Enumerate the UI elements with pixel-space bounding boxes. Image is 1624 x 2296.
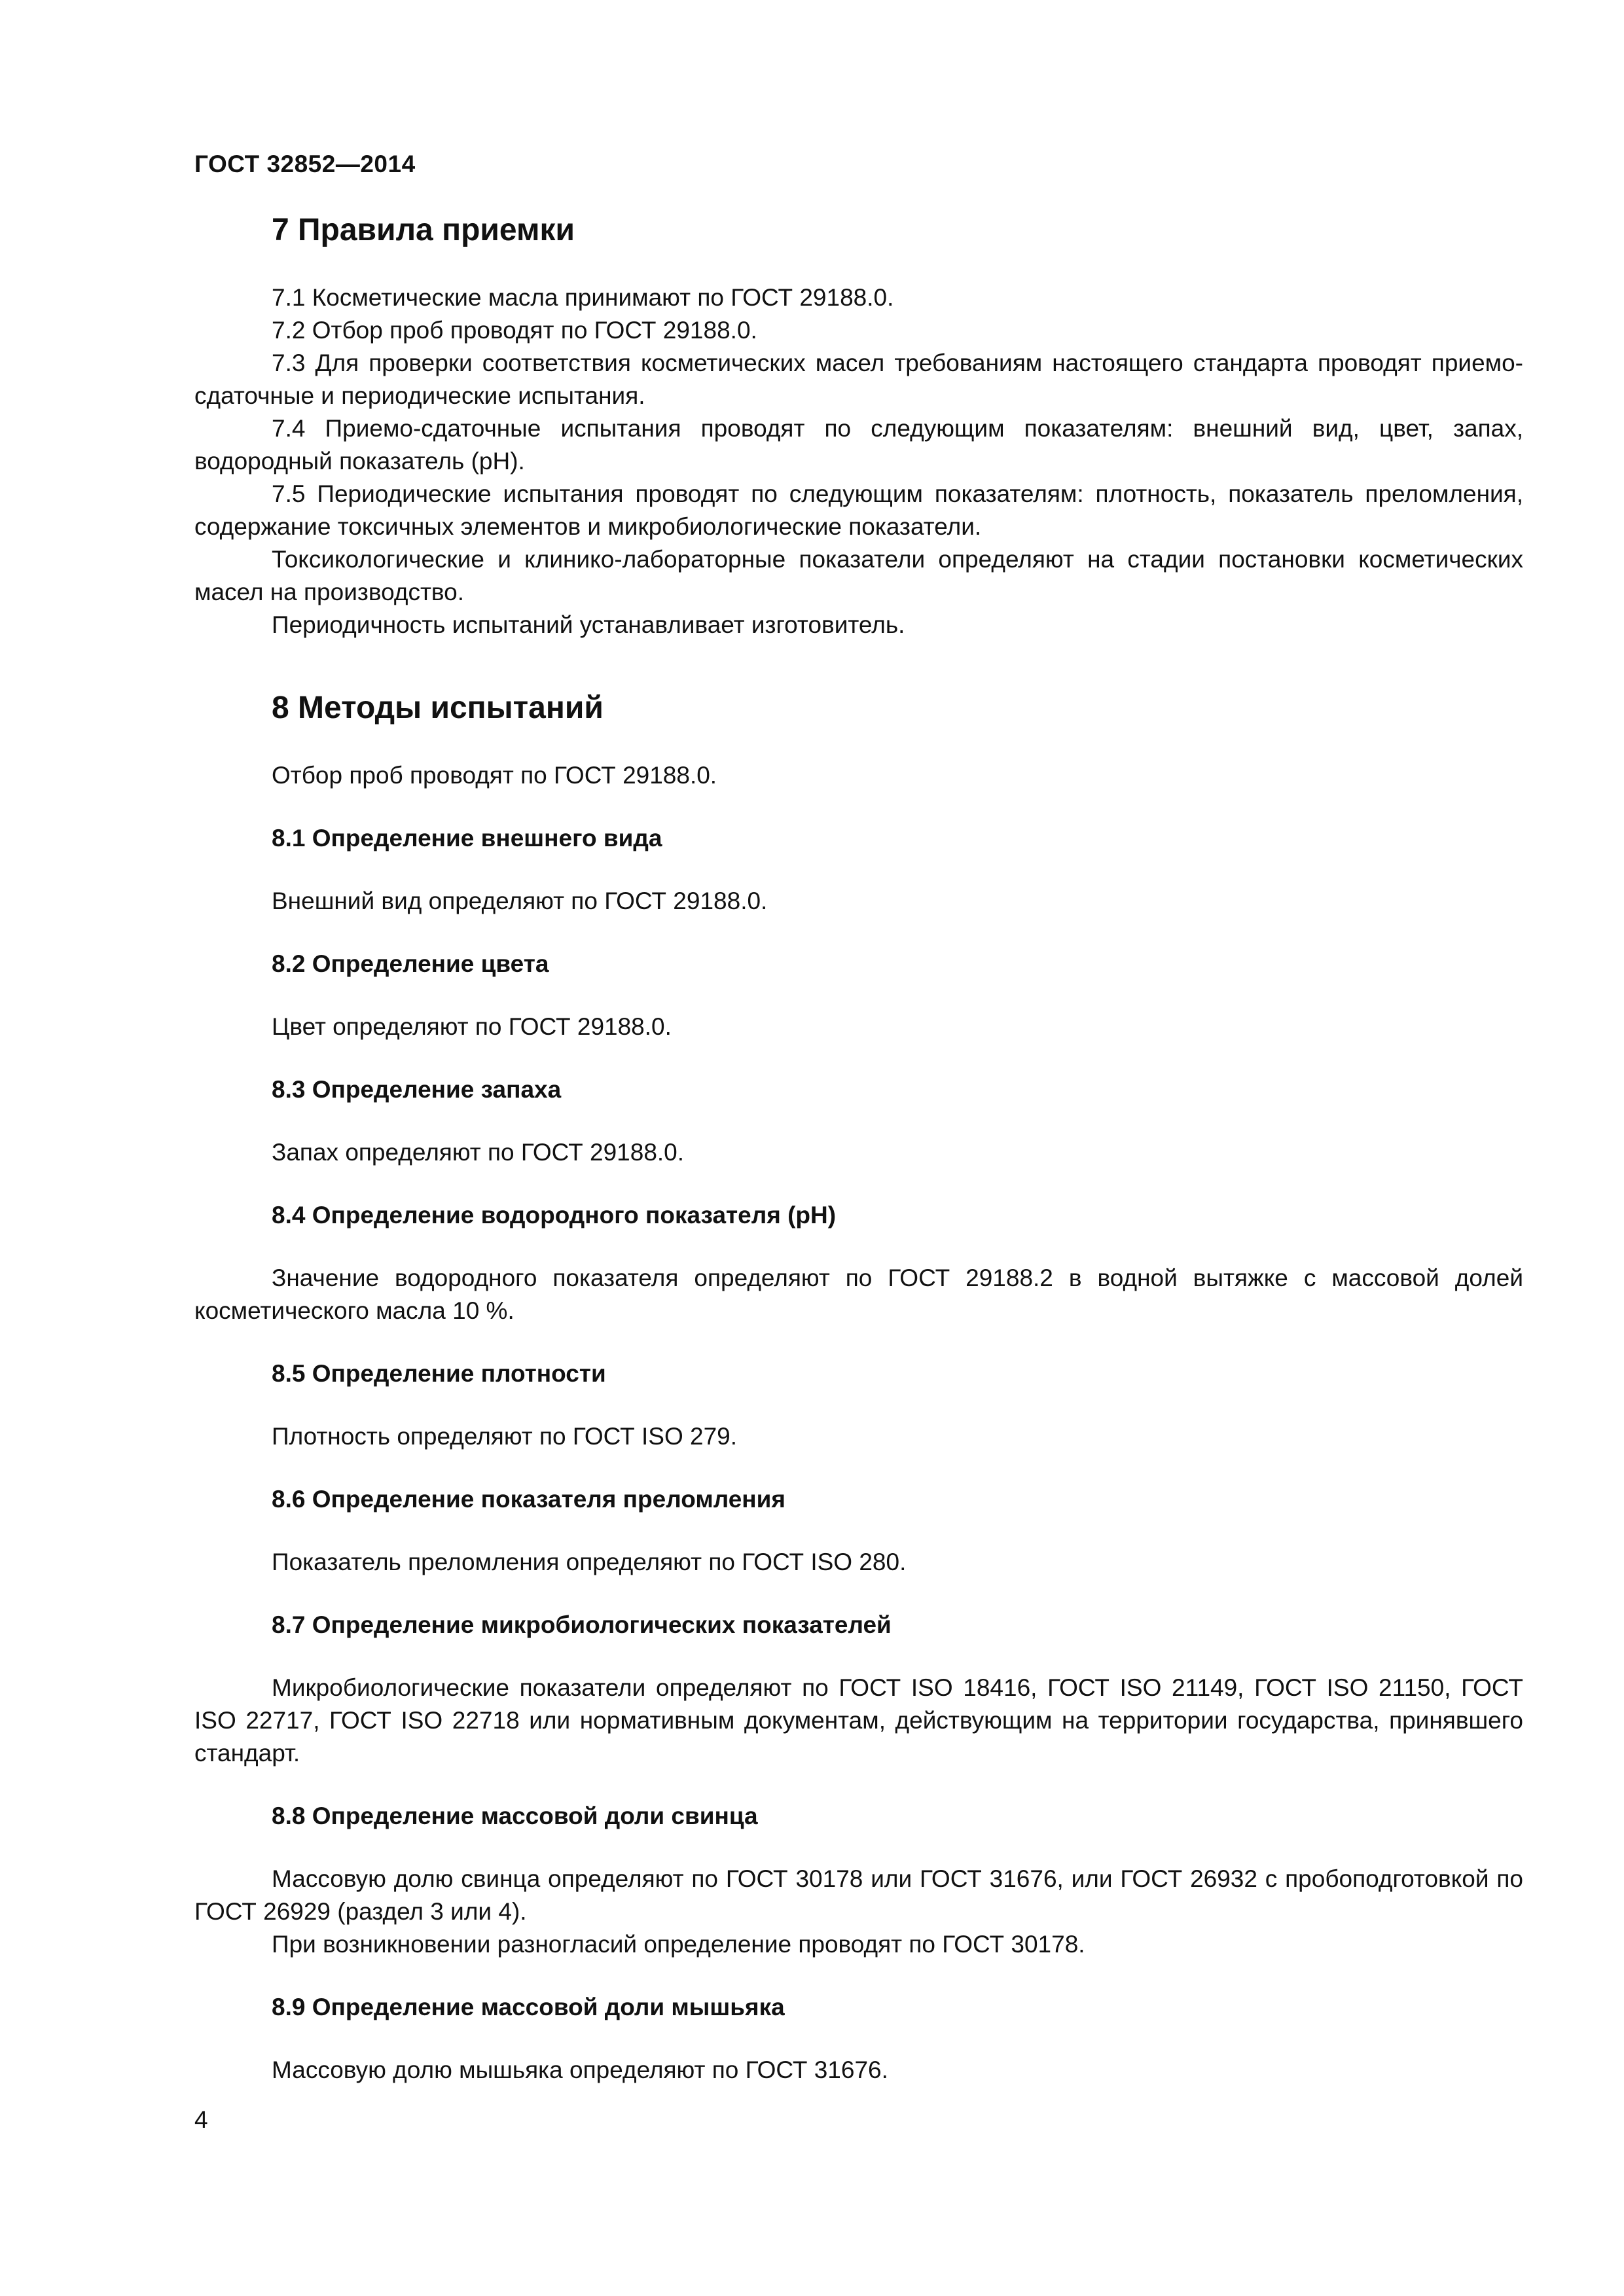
paragraph-8-intro: Отбор проб проводят по ГОСТ 29188.0. [272, 762, 717, 789]
section-8-title: 8 Методы испытаний [272, 691, 604, 725]
paragraph-7-1: 7.1 Косметические масла принимают по ГОСТ 29188.0. [272, 284, 894, 311]
paragraph-8-3: Запах определяют по ГОСТ 29188.0. [272, 1139, 685, 1166]
paragraph-8-8-dispute: При возникновении разногласий определение проводят по ГОСТ 30178. [272, 1931, 1085, 1958]
page-content [194, 211, 1523, 2087]
subsection-8-4-title: 8.4 Определение водородного показателя (pH) [272, 1202, 837, 1229]
subsection-8-7-title: 8.7 Определение микробиологических показателей [272, 1611, 892, 1638]
paragraph-8-6: Показатель преломления определяют по ГОСТ ISO 280. [272, 1549, 907, 1575]
paragraph-8-4: Значение водородного показателя определяют по ГОСТ 29188.2 в водной вытяжке с массовой долей косметического масла 10 %. [194, 1265, 1523, 1324]
paragraph-toxicology: Токсикологические и клинико-лабораторные показатели определяют на стадии постановки косметических масел на производство. [194, 546, 1523, 605]
page-number: 4 [194, 2106, 208, 2133]
subsection-8-3-title: 8.3 Определение запаха [272, 1076, 562, 1103]
paragraph-7-2: 7.2 Отбор проб проводят по ГОСТ 29188.0. [272, 317, 757, 344]
paragraph-7-5: 7.5 Периодические испытания проводят по следующим показателям: плотность, показатель преломления, содержание токсичных элементов и микробиологические показатели. [194, 480, 1523, 540]
subsection-8-9-title: 8.9 Определение массовой доли мышьяка [272, 1994, 785, 2020]
subsection-8-5-title: 8.5 Определение плотности [272, 1360, 606, 1387]
paragraph-8-2: Цвет определяют по ГОСТ 29188.0. [272, 1013, 672, 1040]
paragraph-8-9: Массовую долю мышьяка определяют по ГОСТ 31676. [272, 2056, 888, 2083]
subsection-8-6-title: 8.6 Определение показателя преломления [272, 1486, 785, 1513]
paragraph-periodicity: Периодичность испытаний устанавливает изготовитель. [272, 611, 905, 638]
paragraph-8-7: Микробиологические показатели определяют по ГОСТ ISO 18416, ГОСТ ISO 21149, ГОСТ ISO 21150, ГОСТ ISO 22717, ГОСТ ISO 22718 или нормативным документам, действующим на территории государства, принявшего стандарт. [194, 1674, 1523, 1767]
paragraph-8-5: Плотность определяют по ГОСТ ISO 279. [272, 1423, 738, 1450]
paragraph-7-3: 7.3 Для проверки соответствия косметических масел требованиям настоящего стандарта проводят приемо-сдаточные и периодические испытания. [194, 350, 1523, 409]
section-7-title: 7 Правила приемки [272, 213, 575, 247]
document-id-header: ГОСТ 32852—2014 [194, 151, 416, 177]
subsection-8-1-title: 8.1 Определение внешнего вида [272, 825, 662, 852]
subsection-8-8-title: 8.8 Определение массовой доли свинца [272, 1803, 758, 1829]
paragraph-8-1: Внешний вид определяют по ГОСТ 29188.0. [272, 888, 768, 914]
subsection-8-2-title: 8.2 Определение цвета [272, 950, 549, 977]
paragraph-8-8: Массовую долю свинца определяют по ГОСТ 30178 или ГОСТ 31676, или ГОСТ 26932 с пробоподготовкой по ГОСТ 26929 (раздел 3 или 4). [194, 1865, 1523, 1925]
paragraph-7-4: 7.4 Приемо-сдаточные испытания проводят по следующим показателям: внешний вид, цвет, запах, водородный показатель (pH). [194, 415, 1523, 475]
